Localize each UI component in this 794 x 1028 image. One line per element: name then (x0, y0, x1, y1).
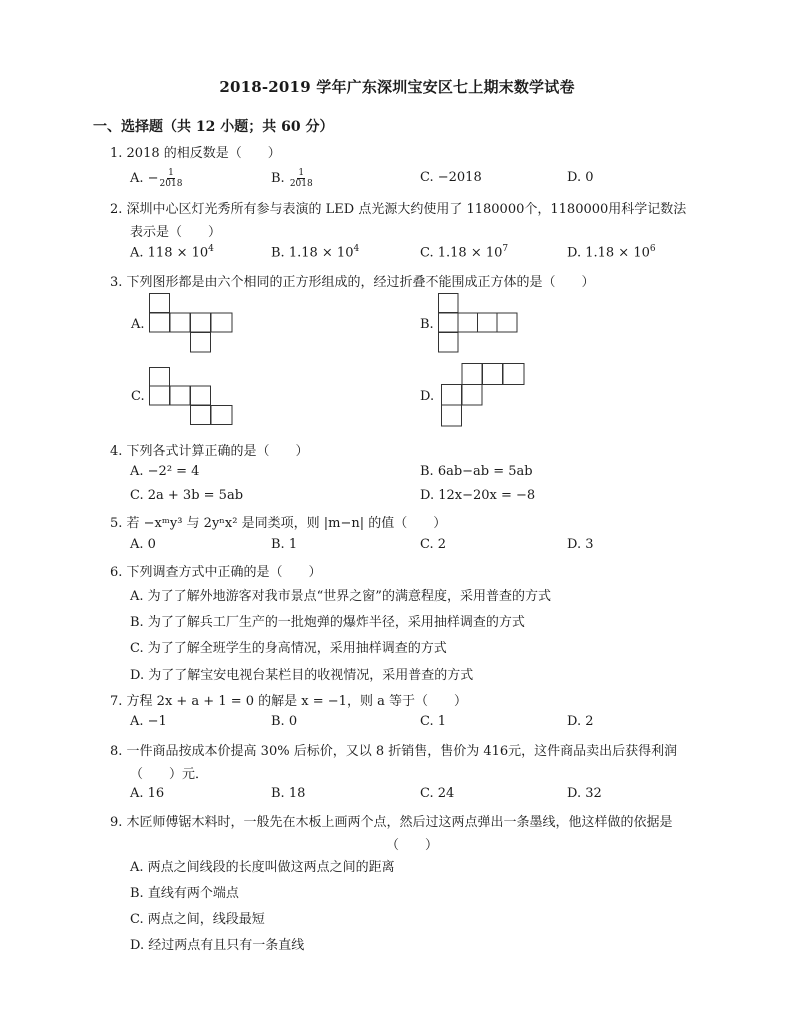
cube-net-b (438, 293, 518, 353)
question-4-option-a: A. −2² = 4 (130, 464, 200, 479)
question-4-option-d: D. 12x−20x = −8 (420, 488, 536, 503)
question-1-option-b: B. $\frac{1}{2018}$ (271, 168, 313, 189)
question-7-option-a: A. −1 (130, 714, 167, 729)
question-7-option-d: D. 2 (567, 714, 594, 729)
question-8-option-c: C. 24 (420, 786, 455, 801)
question-7-stem: 7. 方程 2x + a + 1 = 0 的解是 x = −1，则 a 等于（ ） (110, 694, 467, 709)
question-5-option-c: C. 2 (420, 537, 447, 552)
question-5-option-d: D. 3 (567, 537, 594, 552)
question-3-option-c: C. (131, 389, 145, 404)
question-4-option-b: B. 6ab−ab = 5ab (420, 464, 533, 479)
page-title: 2018-2019 学年广东深圳宝安区七上期末数学试卷 (219, 78, 575, 96)
cube-net-d (441, 363, 525, 427)
question-2-option-b: B. $1.18 \times 10^4$ (271, 244, 360, 261)
question-4-stem: 4. 下列各式计算正确的是（ ） (110, 444, 309, 459)
question-3-option-b: B. (420, 317, 434, 332)
question-8-option-b: B. 18 (271, 786, 306, 801)
question-1-option-a: A. − $\frac{1}{2018}$ (130, 168, 183, 189)
question-5-option-b: B. 1 (271, 537, 298, 552)
question-1-option-d: D. 0 (567, 170, 594, 185)
question-1-stem: 1. 2018 的相反数是（ ） (110, 146, 281, 161)
question-3-option-a: A. (131, 317, 145, 332)
question-2-option-a: A. $118 \times 10^4$ (130, 244, 214, 261)
question-3-stem: 3. 下列图形都是由六个相同的正方形组成的，经过折叠不能围成正方体的是（ ） (110, 275, 595, 290)
question-9-option-b: B. 直线有两个端点 (130, 886, 239, 901)
question-8-option-a: A. 16 (130, 786, 165, 801)
question-6-stem: 6. 下列调查方式中正确的是（ ） (110, 565, 322, 580)
question-9-stem: 9. 木匠师傅锯木料时，一般先在木板上画两个点，然后过这两点弹出一条墨线，他这样做的依据是 (110, 815, 673, 830)
cube-net-c (149, 367, 233, 425)
question-9-option-d: D. 经过两点有且只有一条直线 (130, 938, 305, 953)
question-3-option-d: D. (420, 389, 435, 404)
question-9-option-c: C. 两点之间，线段最短 (130, 912, 265, 927)
question-7-option-c: C. 1 (420, 714, 447, 729)
question-6-option-d: D. 为了了解宝安电视台某栏目的收视情况，采用普查的方式 (130, 668, 474, 683)
question-6-option-a: A. 为了了解外地游客对我市景点“世界之窗”的满意程度，采用普查的方式 (130, 589, 551, 604)
question-2-option-d: D. $1.18 \times 10^6$ (567, 244, 656, 261)
question-6-option-b: B. 为了了解兵工厂生产的一批炮弹的爆炸半径，采用抽样调查的方式 (130, 615, 525, 630)
question-9-answer-paren: （ ） (386, 838, 439, 853)
question-8-option-d: D. 32 (567, 786, 602, 801)
question-8-stem: 8. 一件商品按成本价提高 30% 后标价，又以 8 折销售，售价为 416元，这件商品卖出后获得利润 (110, 744, 678, 759)
question-2-option-c: C. $1.18 \times 10^7$ (420, 244, 509, 261)
section-heading: 一、选择题（共 12 小题；共 60 分） (93, 119, 334, 135)
question-9-option-a: A. 两点之间线段的长度叫做这两点之间的距离 (130, 860, 395, 875)
question-5-option-a: A. 0 (130, 537, 156, 552)
question-5-stem: 5. 若 −xᵐy³ 与 2yⁿx² 是同类项，则 |m−n| 的值（ ） (110, 516, 447, 531)
question-4-option-c: C. 2a + 3b = 5ab (130, 488, 244, 503)
cube-net-a (149, 293, 233, 353)
question-2-stem-cont: 表示是（ ） (130, 225, 222, 240)
question-6-option-c: C. 为了了解全班学生的身高情况，采用抽样调查的方式 (130, 641, 447, 656)
question-2-stem: 2. 深圳中心区灯光秀所有参与表演的 LED 点光源大约使用了 1180000个，1180000用科学记数法 (110, 202, 687, 217)
question-8-stem-cont: （ ）元． (130, 767, 209, 782)
question-1-option-c: C. −2018 (420, 170, 482, 185)
question-7-option-b: B. 0 (271, 714, 298, 729)
